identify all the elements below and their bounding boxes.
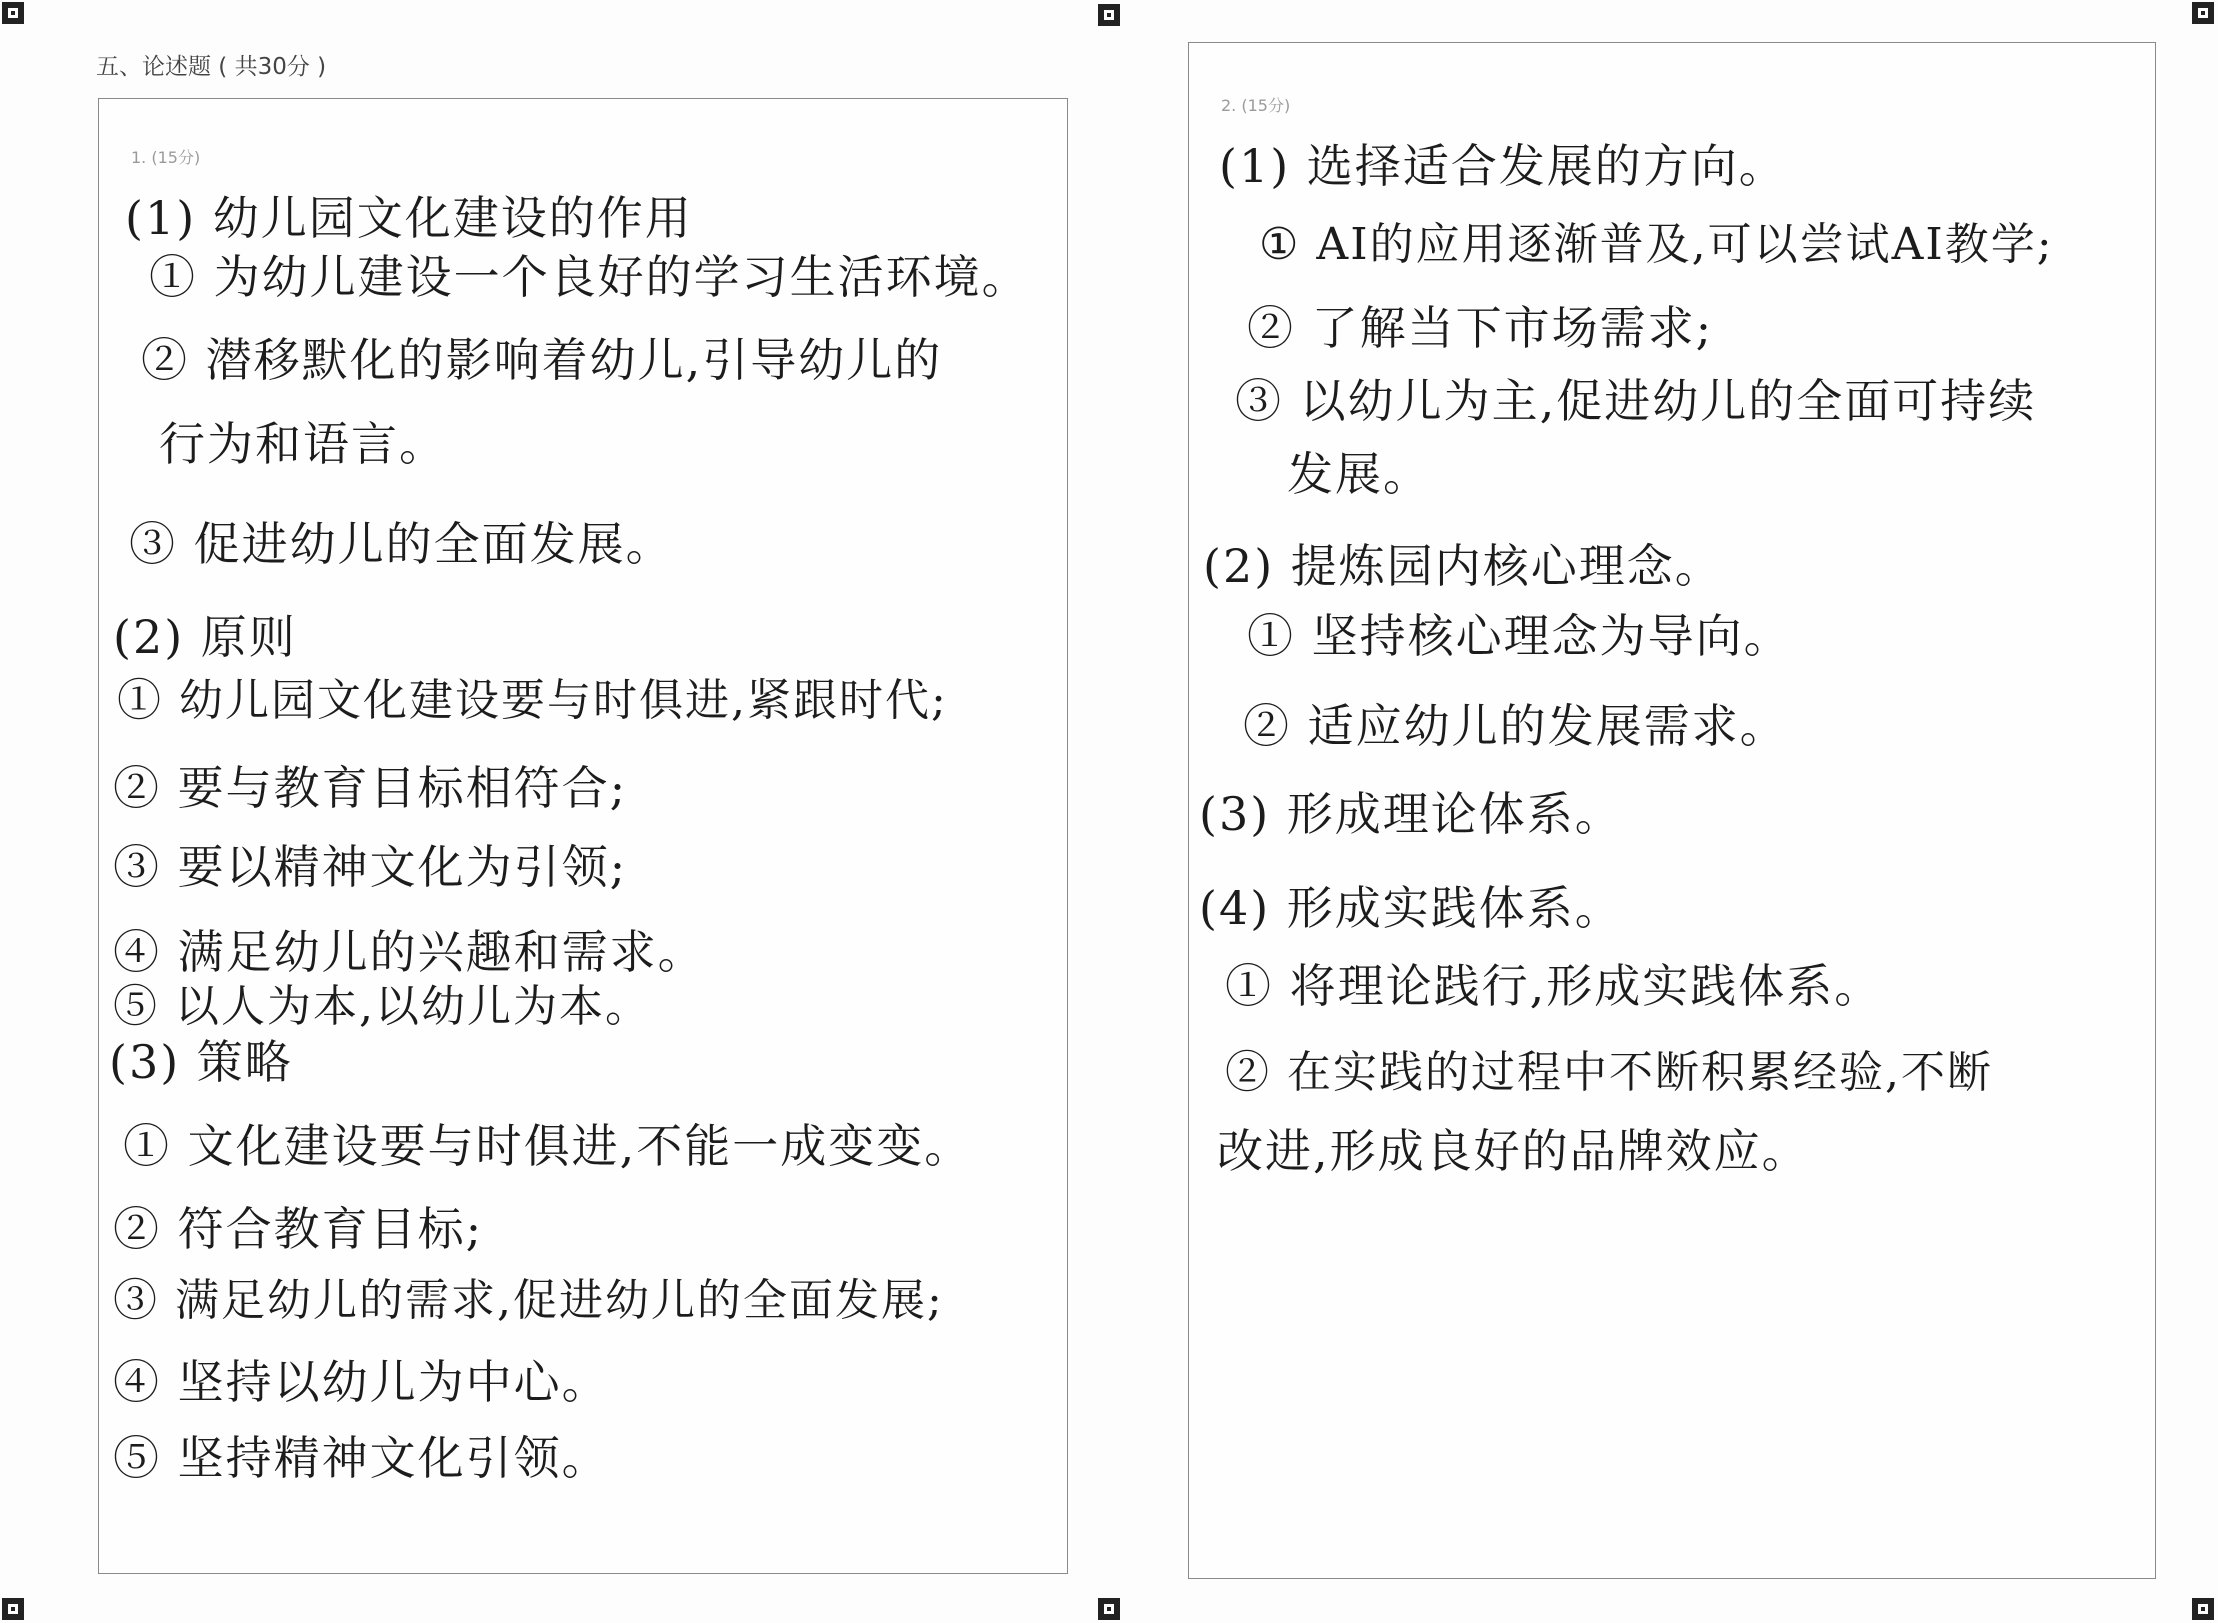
answer-line: ⑤ 以人为本,以幼儿为本。 — [113, 981, 651, 1032]
answer-line: ③ 要以精神文化为引领; — [113, 840, 628, 894]
answer-line: 发展。 — [1287, 447, 1431, 501]
answer-line: ③ 促进幼儿的全面发展。 — [129, 517, 674, 571]
answer-box-question-1 — [98, 98, 1068, 1574]
answer-line: (2) 原则 — [113, 610, 297, 664]
answer-line: (4) 形成实践体系。 — [1199, 881, 1623, 935]
answer-line: (1) 幼儿园文化建设的作用 — [125, 191, 693, 245]
answer-line: ① 幼儿园文化建设要与时俱进,紧跟时代; — [117, 675, 948, 726]
alignment-marker-bottom-middle — [1098, 1598, 1120, 1620]
answer-box-question-2 — [1188, 42, 2156, 1579]
answer-line: (3) 策略 — [109, 1035, 293, 1089]
alignment-marker-top-right — [2192, 2, 2214, 24]
answer-line: ① AI的应用逐渐普及,可以尝试AI教学; — [1259, 219, 2054, 270]
answer-line: (2) 提炼园内核心理念。 — [1203, 539, 1723, 593]
answer-line: ② 了解当下市场需求; — [1247, 301, 1714, 355]
answer-line: ③ 满足幼儿的需求,促进幼儿的全面发展; — [113, 1275, 944, 1326]
section-header: 五、论述题 ( 共30分 ) — [96, 54, 327, 80]
answer-line: ④ 满足幼儿的兴趣和需求。 — [113, 925, 706, 979]
answer-line: 行为和语言。 — [159, 417, 447, 471]
answer-line: ① 将理论践行,形成实践体系。 — [1225, 959, 1883, 1013]
answer-line: ② 要与教育目标相符合; — [113, 761, 628, 815]
answer-line: ② 潜移默化的影响着幼儿,引导幼儿的 — [141, 333, 943, 387]
question-label: 2. (15分) — [1221, 96, 1291, 115]
answer-line: ① 为幼儿建设一个良好的学习生活环境。 — [149, 250, 1030, 304]
answer-line: ② 适应幼儿的发展需求。 — [1243, 699, 1788, 753]
answer-line: (1) 选择适合发展的方向。 — [1219, 139, 1787, 193]
answer-line: 改进,形成良好的品牌效应。 — [1217, 1124, 1810, 1178]
answer-line: ② 符合教育目标; — [113, 1202, 484, 1256]
answer-line: ① 文化建设要与时俱进,不能一成变变。 — [123, 1119, 973, 1173]
answer-line: ⑤ 坚持精神文化引领。 — [113, 1431, 610, 1485]
alignment-marker-bottom-left — [2, 1598, 24, 1620]
alignment-marker-bottom-right — [2192, 1598, 2214, 1620]
question-label: 1. (15分) — [131, 148, 201, 167]
alignment-marker-top-middle — [1098, 4, 1120, 26]
answer-line: ① 坚持核心理念为导向。 — [1247, 609, 1792, 663]
answer-line: ④ 坚持以幼儿为中心。 — [113, 1355, 610, 1409]
answer-line: (3) 形成理论体系。 — [1199, 787, 1623, 841]
alignment-marker-top-left — [2, 2, 24, 24]
answer-line: ② 在实践的过程中不断积累经验,不断 — [1225, 1047, 1993, 1098]
answer-line: ③ 以幼儿为主,促进幼儿的全面可持续 — [1235, 374, 2037, 428]
